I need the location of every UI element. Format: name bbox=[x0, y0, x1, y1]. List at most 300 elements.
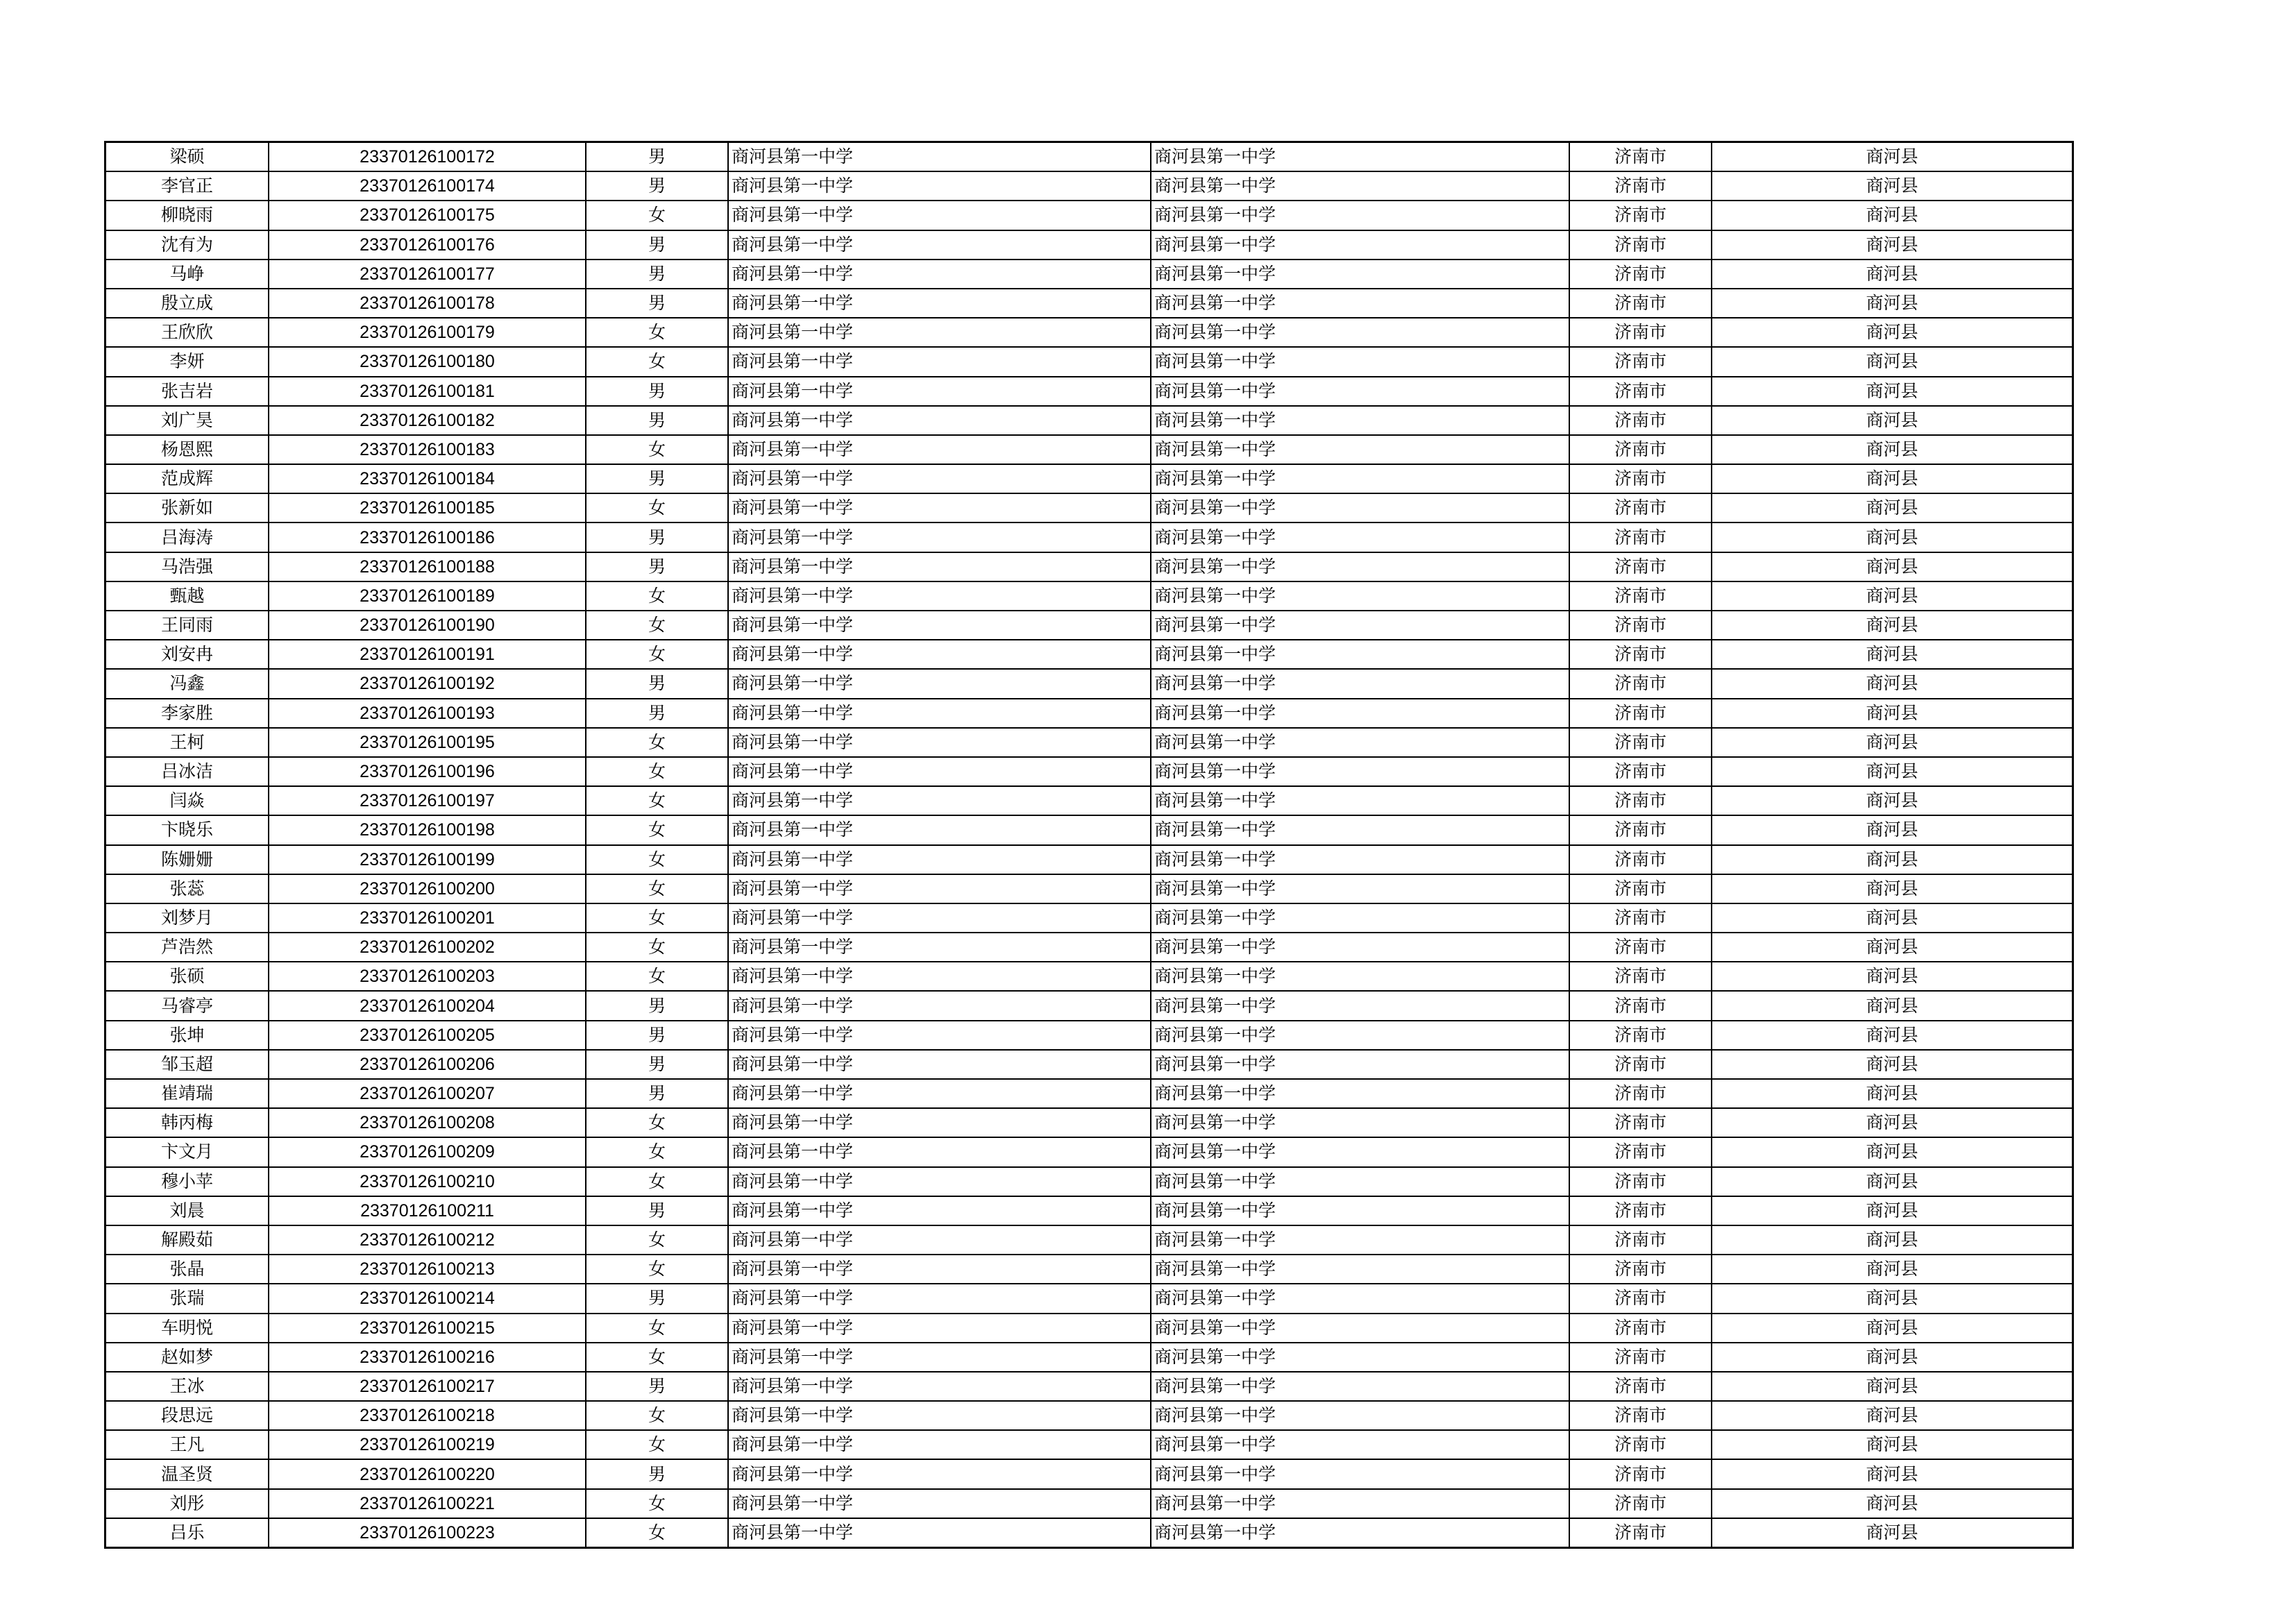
student-name-cell: 李官正 bbox=[105, 171, 269, 201]
gender-cell: 女 bbox=[586, 1343, 728, 1372]
registration-school-cell: 商河县第一中学 bbox=[1151, 230, 1569, 260]
graduating-school-cell: 商河县第一中学 bbox=[728, 201, 1151, 230]
student-name-cell: 崔靖瑞 bbox=[105, 1079, 269, 1108]
graduating-school-cell: 商河县第一中学 bbox=[728, 522, 1151, 552]
county-cell: 商河县 bbox=[1712, 1050, 2073, 1079]
exam-number-cell: 23370126100204 bbox=[269, 991, 586, 1020]
county-cell: 商河县 bbox=[1712, 347, 2073, 376]
city-cell: 济南市 bbox=[1569, 786, 1712, 815]
registration-school-cell: 商河县第一中学 bbox=[1151, 260, 1569, 289]
city-cell: 济南市 bbox=[1569, 1401, 1712, 1430]
registration-school-cell: 商河县第一中学 bbox=[1151, 962, 1569, 991]
graduating-school-cell: 商河县第一中学 bbox=[728, 1050, 1151, 1079]
county-cell: 商河县 bbox=[1712, 1167, 2073, 1196]
city-cell: 济南市 bbox=[1569, 1137, 1712, 1166]
registration-school-cell: 商河县第一中学 bbox=[1151, 1343, 1569, 1372]
city-cell: 济南市 bbox=[1569, 552, 1712, 581]
gender-cell: 女 bbox=[586, 903, 728, 933]
student-name-cell: 穆小苹 bbox=[105, 1167, 269, 1196]
city-cell: 济南市 bbox=[1569, 903, 1712, 933]
table-row bbox=[105, 289, 2073, 318]
student-name-cell: 马浩强 bbox=[105, 552, 269, 581]
county-cell: 商河县 bbox=[1712, 581, 2073, 611]
registration-school-cell: 商河县第一中学 bbox=[1151, 464, 1569, 493]
student-name-cell: 张吉岩 bbox=[105, 377, 269, 406]
city-cell: 济南市 bbox=[1569, 171, 1712, 201]
county-cell: 商河县 bbox=[1712, 874, 2073, 903]
exam-number-cell: 23370126100191 bbox=[269, 640, 586, 669]
graduating-school-cell: 商河县第一中学 bbox=[728, 377, 1151, 406]
graduating-school-cell: 商河县第一中学 bbox=[728, 464, 1151, 493]
graduating-school-cell: 商河县第一中学 bbox=[728, 1372, 1151, 1401]
student-name-cell: 闫焱 bbox=[105, 786, 269, 815]
city-cell: 济南市 bbox=[1569, 640, 1712, 669]
exam-number-cell: 23370126100193 bbox=[269, 699, 586, 728]
registration-school-cell: 商河县第一中学 bbox=[1151, 1137, 1569, 1166]
county-cell: 商河县 bbox=[1712, 1314, 2073, 1343]
county-cell: 商河县 bbox=[1712, 1489, 2073, 1518]
table-row bbox=[105, 142, 2073, 172]
graduating-school-cell: 商河县第一中学 bbox=[728, 406, 1151, 435]
county-cell: 商河县 bbox=[1712, 289, 2073, 318]
exam-number-cell: 23370126100179 bbox=[269, 318, 586, 347]
student-name-cell: 殷立成 bbox=[105, 289, 269, 318]
graduating-school-cell: 商河县第一中学 bbox=[728, 757, 1151, 786]
registration-school-cell: 商河县第一中学 bbox=[1151, 493, 1569, 522]
table-row bbox=[105, 669, 2073, 698]
county-cell: 商河县 bbox=[1712, 318, 2073, 347]
student-name-cell: 韩丙梅 bbox=[105, 1108, 269, 1137]
exam-number-cell: 23370126100180 bbox=[269, 347, 586, 376]
graduating-school-cell: 商河县第一中学 bbox=[728, 1284, 1151, 1313]
county-cell: 商河县 bbox=[1712, 1284, 2073, 1313]
table-row bbox=[105, 377, 2073, 406]
table-row bbox=[105, 1079, 2073, 1108]
city-cell: 济南市 bbox=[1569, 581, 1712, 611]
table-row bbox=[105, 1430, 2073, 1459]
city-cell: 济南市 bbox=[1569, 522, 1712, 552]
county-cell: 商河县 bbox=[1712, 1401, 2073, 1430]
city-cell: 济南市 bbox=[1569, 757, 1712, 786]
graduating-school-cell: 商河县第一中学 bbox=[728, 903, 1151, 933]
student-name-cell: 车明悦 bbox=[105, 1314, 269, 1343]
student-name-cell: 刘广昊 bbox=[105, 406, 269, 435]
exam-number-cell: 23370126100172 bbox=[269, 142, 586, 172]
exam-number-cell: 23370126100195 bbox=[269, 728, 586, 757]
county-cell: 商河县 bbox=[1712, 1372, 2073, 1401]
table-row bbox=[105, 230, 2073, 260]
city-cell: 济南市 bbox=[1569, 289, 1712, 318]
county-cell: 商河县 bbox=[1712, 640, 2073, 669]
student-name-cell: 吕乐 bbox=[105, 1518, 269, 1548]
gender-cell: 女 bbox=[586, 347, 728, 376]
gender-cell: 女 bbox=[586, 815, 728, 844]
table-row bbox=[105, 786, 2073, 815]
exam-number-cell: 23370126100214 bbox=[269, 1284, 586, 1313]
graduating-school-cell: 商河县第一中学 bbox=[728, 1137, 1151, 1166]
student-name-cell: 芦浩然 bbox=[105, 933, 269, 962]
gender-cell: 男 bbox=[586, 260, 728, 289]
roster-body bbox=[105, 142, 2073, 1548]
city-cell: 济南市 bbox=[1569, 435, 1712, 464]
gender-cell: 男 bbox=[586, 522, 728, 552]
registration-school-cell: 商河县第一中学 bbox=[1151, 1050, 1569, 1079]
graduating-school-cell: 商河县第一中学 bbox=[728, 347, 1151, 376]
graduating-school-cell: 商河县第一中学 bbox=[728, 1518, 1151, 1548]
county-cell: 商河县 bbox=[1712, 786, 2073, 815]
registration-school-cell: 商河县第一中学 bbox=[1151, 1518, 1569, 1548]
city-cell: 济南市 bbox=[1569, 1225, 1712, 1255]
county-cell: 商河县 bbox=[1712, 1343, 2073, 1372]
table-row bbox=[105, 171, 2073, 201]
registration-school-cell: 商河县第一中学 bbox=[1151, 377, 1569, 406]
exam-number-cell: 23370126100223 bbox=[269, 1518, 586, 1548]
exam-number-cell: 23370126100188 bbox=[269, 552, 586, 581]
exam-number-cell: 23370126100181 bbox=[269, 377, 586, 406]
registration-school-cell: 商河县第一中学 bbox=[1151, 347, 1569, 376]
registration-school-cell: 商河县第一中学 bbox=[1151, 991, 1569, 1020]
student-name-cell: 李家胜 bbox=[105, 699, 269, 728]
city-cell: 济南市 bbox=[1569, 318, 1712, 347]
gender-cell: 女 bbox=[586, 757, 728, 786]
table-row bbox=[105, 1343, 2073, 1372]
student-name-cell: 刘梦月 bbox=[105, 903, 269, 933]
table-row bbox=[105, 347, 2073, 376]
registration-school-cell: 商河县第一中学 bbox=[1151, 699, 1569, 728]
gender-cell: 女 bbox=[586, 962, 728, 991]
exam-number-cell: 23370126100219 bbox=[269, 1430, 586, 1459]
table-row bbox=[105, 1459, 2073, 1488]
registration-school-cell: 商河县第一中学 bbox=[1151, 171, 1569, 201]
exam-number-cell: 23370126100175 bbox=[269, 201, 586, 230]
exam-number-cell: 23370126100216 bbox=[269, 1343, 586, 1372]
table-row bbox=[105, 1401, 2073, 1430]
registration-school-cell: 商河县第一中学 bbox=[1151, 201, 1569, 230]
gender-cell: 男 bbox=[586, 377, 728, 406]
gender-cell: 女 bbox=[586, 1137, 728, 1166]
registration-school-cell: 商河县第一中学 bbox=[1151, 728, 1569, 757]
student-name-cell: 张瑞 bbox=[105, 1284, 269, 1313]
gender-cell: 女 bbox=[586, 1255, 728, 1284]
exam-number-cell: 23370126100176 bbox=[269, 230, 586, 260]
county-cell: 商河县 bbox=[1712, 1196, 2073, 1225]
city-cell: 济南市 bbox=[1569, 1489, 1712, 1518]
county-cell: 商河县 bbox=[1712, 728, 2073, 757]
exam-number-cell: 23370126100190 bbox=[269, 611, 586, 640]
graduating-school-cell: 商河县第一中学 bbox=[728, 669, 1151, 698]
county-cell: 商河县 bbox=[1712, 230, 2073, 260]
gender-cell: 男 bbox=[586, 1079, 728, 1108]
city-cell: 济南市 bbox=[1569, 377, 1712, 406]
student-name-cell: 温圣贤 bbox=[105, 1459, 269, 1488]
exam-number-cell: 23370126100213 bbox=[269, 1255, 586, 1284]
county-cell: 商河县 bbox=[1712, 260, 2073, 289]
table-row bbox=[105, 728, 2073, 757]
county-cell: 商河县 bbox=[1712, 903, 2073, 933]
exam-number-cell: 23370126100185 bbox=[269, 493, 586, 522]
student-name-cell: 刘晨 bbox=[105, 1196, 269, 1225]
graduating-school-cell: 商河县第一中学 bbox=[728, 728, 1151, 757]
table-row bbox=[105, 493, 2073, 522]
gender-cell: 女 bbox=[586, 1167, 728, 1196]
registration-school-cell: 商河县第一中学 bbox=[1151, 1372, 1569, 1401]
city-cell: 济南市 bbox=[1569, 1518, 1712, 1548]
registration-school-cell: 商河县第一中学 bbox=[1151, 522, 1569, 552]
graduating-school-cell: 商河县第一中学 bbox=[728, 552, 1151, 581]
graduating-school-cell: 商河县第一中学 bbox=[728, 260, 1151, 289]
city-cell: 济南市 bbox=[1569, 1108, 1712, 1137]
registration-school-cell: 商河县第一中学 bbox=[1151, 142, 1569, 172]
graduating-school-cell: 商河县第一中学 bbox=[728, 289, 1151, 318]
registration-school-cell: 商河县第一中学 bbox=[1151, 1489, 1569, 1518]
county-cell: 商河县 bbox=[1712, 1255, 2073, 1284]
gender-cell: 男 bbox=[586, 1050, 728, 1079]
table-row bbox=[105, 581, 2073, 611]
gender-cell: 男 bbox=[586, 171, 728, 201]
registration-school-cell: 商河县第一中学 bbox=[1151, 318, 1569, 347]
student-name-cell: 马睿亭 bbox=[105, 991, 269, 1020]
gender-cell: 女 bbox=[586, 845, 728, 874]
gender-cell: 女 bbox=[586, 1430, 728, 1459]
exam-number-cell: 23370126100199 bbox=[269, 845, 586, 874]
gender-cell: 男 bbox=[586, 1196, 728, 1225]
gender-cell: 女 bbox=[586, 201, 728, 230]
graduating-school-cell: 商河县第一中学 bbox=[728, 933, 1151, 962]
exam-number-cell: 23370126100209 bbox=[269, 1137, 586, 1166]
graduating-school-cell: 商河县第一中学 bbox=[728, 171, 1151, 201]
county-cell: 商河县 bbox=[1712, 201, 2073, 230]
student-name-cell: 刘安冉 bbox=[105, 640, 269, 669]
gender-cell: 男 bbox=[586, 699, 728, 728]
graduating-school-cell: 商河县第一中学 bbox=[728, 1343, 1151, 1372]
city-cell: 济南市 bbox=[1569, 1314, 1712, 1343]
registration-school-cell: 商河县第一中学 bbox=[1151, 1196, 1569, 1225]
table-row bbox=[105, 874, 2073, 903]
county-cell: 商河县 bbox=[1712, 699, 2073, 728]
gender-cell: 女 bbox=[586, 640, 728, 669]
city-cell: 济南市 bbox=[1569, 933, 1712, 962]
table-row bbox=[105, 260, 2073, 289]
gender-cell: 男 bbox=[586, 991, 728, 1020]
county-cell: 商河县 bbox=[1712, 1108, 2073, 1137]
registration-school-cell: 商河县第一中学 bbox=[1151, 406, 1569, 435]
student-name-cell: 甄越 bbox=[105, 581, 269, 611]
city-cell: 济南市 bbox=[1569, 815, 1712, 844]
county-cell: 商河县 bbox=[1712, 1137, 2073, 1166]
exam-number-cell: 23370126100186 bbox=[269, 522, 586, 552]
table-row bbox=[105, 1021, 2073, 1050]
graduating-school-cell: 商河县第一中学 bbox=[728, 230, 1151, 260]
gender-cell: 男 bbox=[586, 230, 728, 260]
graduating-school-cell: 商河县第一中学 bbox=[728, 581, 1151, 611]
exam-number-cell: 23370126100205 bbox=[269, 1021, 586, 1050]
student-name-cell: 陈姗姗 bbox=[105, 845, 269, 874]
city-cell: 济南市 bbox=[1569, 699, 1712, 728]
table-row bbox=[105, 201, 2073, 230]
city-cell: 济南市 bbox=[1569, 260, 1712, 289]
registration-school-cell: 商河县第一中学 bbox=[1151, 1108, 1569, 1137]
county-cell: 商河县 bbox=[1712, 1021, 2073, 1050]
gender-cell: 男 bbox=[586, 1284, 728, 1313]
city-cell: 济南市 bbox=[1569, 1079, 1712, 1108]
student-name-cell: 王欣欣 bbox=[105, 318, 269, 347]
registration-school-cell: 商河县第一中学 bbox=[1151, 933, 1569, 962]
county-cell: 商河县 bbox=[1712, 142, 2073, 172]
registration-school-cell: 商河县第一中学 bbox=[1151, 611, 1569, 640]
table-row bbox=[105, 1050, 2073, 1079]
city-cell: 济南市 bbox=[1569, 669, 1712, 698]
county-cell: 商河县 bbox=[1712, 377, 2073, 406]
student-name-cell: 解殿茹 bbox=[105, 1225, 269, 1255]
graduating-school-cell: 商河县第一中学 bbox=[728, 318, 1151, 347]
registration-school-cell: 商河县第一中学 bbox=[1151, 1167, 1569, 1196]
table-row bbox=[105, 552, 2073, 581]
exam-number-cell: 23370126100210 bbox=[269, 1167, 586, 1196]
gender-cell: 女 bbox=[586, 874, 728, 903]
city-cell: 济南市 bbox=[1569, 142, 1712, 172]
table-row bbox=[105, 522, 2073, 552]
county-cell: 商河县 bbox=[1712, 1430, 2073, 1459]
city-cell: 济南市 bbox=[1569, 230, 1712, 260]
graduating-school-cell: 商河县第一中学 bbox=[728, 1167, 1151, 1196]
student-name-cell: 刘彤 bbox=[105, 1489, 269, 1518]
student-name-cell: 张坤 bbox=[105, 1021, 269, 1050]
city-cell: 济南市 bbox=[1569, 962, 1712, 991]
graduating-school-cell: 商河县第一中学 bbox=[728, 1255, 1151, 1284]
exam-number-cell: 23370126100182 bbox=[269, 406, 586, 435]
city-cell: 济南市 bbox=[1569, 1255, 1712, 1284]
exam-number-cell: 23370126100206 bbox=[269, 1050, 586, 1079]
table-row bbox=[105, 699, 2073, 728]
exam-number-cell: 23370126100211 bbox=[269, 1196, 586, 1225]
student-name-cell: 卞晓乐 bbox=[105, 815, 269, 844]
gender-cell: 男 bbox=[586, 669, 728, 698]
gender-cell: 女 bbox=[586, 1518, 728, 1548]
student-name-cell: 冯鑫 bbox=[105, 669, 269, 698]
gender-cell: 女 bbox=[586, 1225, 728, 1255]
graduating-school-cell: 商河县第一中学 bbox=[728, 874, 1151, 903]
table-row bbox=[105, 1518, 2073, 1548]
gender-cell: 男 bbox=[586, 142, 728, 172]
table-row bbox=[105, 435, 2073, 464]
graduating-school-cell: 商河县第一中学 bbox=[728, 1021, 1151, 1050]
student-name-cell: 王同雨 bbox=[105, 611, 269, 640]
city-cell: 济南市 bbox=[1569, 201, 1712, 230]
student-roster-table bbox=[104, 141, 2074, 1549]
county-cell: 商河县 bbox=[1712, 845, 2073, 874]
county-cell: 商河县 bbox=[1712, 522, 2073, 552]
graduating-school-cell: 商河县第一中学 bbox=[728, 1459, 1151, 1488]
graduating-school-cell: 商河县第一中学 bbox=[728, 435, 1151, 464]
graduating-school-cell: 商河县第一中学 bbox=[728, 962, 1151, 991]
exam-number-cell: 23370126100202 bbox=[269, 933, 586, 962]
county-cell: 商河县 bbox=[1712, 552, 2073, 581]
student-name-cell: 吕冰洁 bbox=[105, 757, 269, 786]
city-cell: 济南市 bbox=[1569, 1284, 1712, 1313]
county-cell: 商河县 bbox=[1712, 669, 2073, 698]
county-cell: 商河县 bbox=[1712, 435, 2073, 464]
county-cell: 商河县 bbox=[1712, 1518, 2073, 1548]
city-cell: 济南市 bbox=[1569, 874, 1712, 903]
graduating-school-cell: 商河县第一中学 bbox=[728, 493, 1151, 522]
table-row bbox=[105, 1167, 2073, 1196]
table-row bbox=[105, 464, 2073, 493]
graduating-school-cell: 商河县第一中学 bbox=[728, 1196, 1151, 1225]
exam-number-cell: 23370126100215 bbox=[269, 1314, 586, 1343]
exam-number-cell: 23370126100192 bbox=[269, 669, 586, 698]
county-cell: 商河县 bbox=[1712, 991, 2073, 1020]
graduating-school-cell: 商河县第一中学 bbox=[728, 786, 1151, 815]
gender-cell: 男 bbox=[586, 464, 728, 493]
student-name-cell: 吕海涛 bbox=[105, 522, 269, 552]
county-cell: 商河县 bbox=[1712, 933, 2073, 962]
graduating-school-cell: 商河县第一中学 bbox=[728, 142, 1151, 172]
exam-number-cell: 23370126100196 bbox=[269, 757, 586, 786]
registration-school-cell: 商河县第一中学 bbox=[1151, 1401, 1569, 1430]
registration-school-cell: 商河县第一中学 bbox=[1151, 757, 1569, 786]
city-cell: 济南市 bbox=[1569, 1430, 1712, 1459]
gender-cell: 女 bbox=[586, 318, 728, 347]
student-name-cell: 李妍 bbox=[105, 347, 269, 376]
student-name-cell: 卞文月 bbox=[105, 1137, 269, 1166]
gender-cell: 男 bbox=[586, 552, 728, 581]
student-name-cell: 马峥 bbox=[105, 260, 269, 289]
table-row bbox=[105, 757, 2073, 786]
city-cell: 济南市 bbox=[1569, 728, 1712, 757]
student-name-cell: 赵如梦 bbox=[105, 1343, 269, 1372]
gender-cell: 女 bbox=[586, 493, 728, 522]
city-cell: 济南市 bbox=[1569, 1459, 1712, 1488]
table-row bbox=[105, 1108, 2073, 1137]
graduating-school-cell: 商河县第一中学 bbox=[728, 611, 1151, 640]
city-cell: 济南市 bbox=[1569, 1343, 1712, 1372]
county-cell: 商河县 bbox=[1712, 757, 2073, 786]
exam-number-cell: 23370126100220 bbox=[269, 1459, 586, 1488]
graduating-school-cell: 商河县第一中学 bbox=[728, 1401, 1151, 1430]
table-row bbox=[105, 318, 2073, 347]
gender-cell: 女 bbox=[586, 1401, 728, 1430]
table-row bbox=[105, 1137, 2073, 1166]
gender-cell: 女 bbox=[586, 1314, 728, 1343]
city-cell: 济南市 bbox=[1569, 1196, 1712, 1225]
student-name-cell: 王冰 bbox=[105, 1372, 269, 1401]
county-cell: 商河县 bbox=[1712, 406, 2073, 435]
registration-school-cell: 商河县第一中学 bbox=[1151, 1255, 1569, 1284]
table-row bbox=[105, 1314, 2073, 1343]
table-row bbox=[105, 1196, 2073, 1225]
exam-number-cell: 23370126100203 bbox=[269, 962, 586, 991]
gender-cell: 女 bbox=[586, 728, 728, 757]
student-name-cell: 张蕊 bbox=[105, 874, 269, 903]
registration-school-cell: 商河县第一中学 bbox=[1151, 435, 1569, 464]
registration-school-cell: 商河县第一中学 bbox=[1151, 1459, 1569, 1488]
graduating-school-cell: 商河县第一中学 bbox=[728, 815, 1151, 844]
student-name-cell: 王凡 bbox=[105, 1430, 269, 1459]
table-row bbox=[105, 406, 2073, 435]
gender-cell: 男 bbox=[586, 1021, 728, 1050]
graduating-school-cell: 商河县第一中学 bbox=[728, 1314, 1151, 1343]
table-row bbox=[105, 991, 2073, 1020]
student-name-cell: 张新如 bbox=[105, 493, 269, 522]
graduating-school-cell: 商河县第一中学 bbox=[728, 1079, 1151, 1108]
city-cell: 济南市 bbox=[1569, 464, 1712, 493]
exam-number-cell: 23370126100212 bbox=[269, 1225, 586, 1255]
student-name-cell: 梁硕 bbox=[105, 142, 269, 172]
graduating-school-cell: 商河县第一中学 bbox=[728, 1225, 1151, 1255]
graduating-school-cell: 商河县第一中学 bbox=[728, 640, 1151, 669]
city-cell: 济南市 bbox=[1569, 845, 1712, 874]
student-name-cell: 张硕 bbox=[105, 962, 269, 991]
